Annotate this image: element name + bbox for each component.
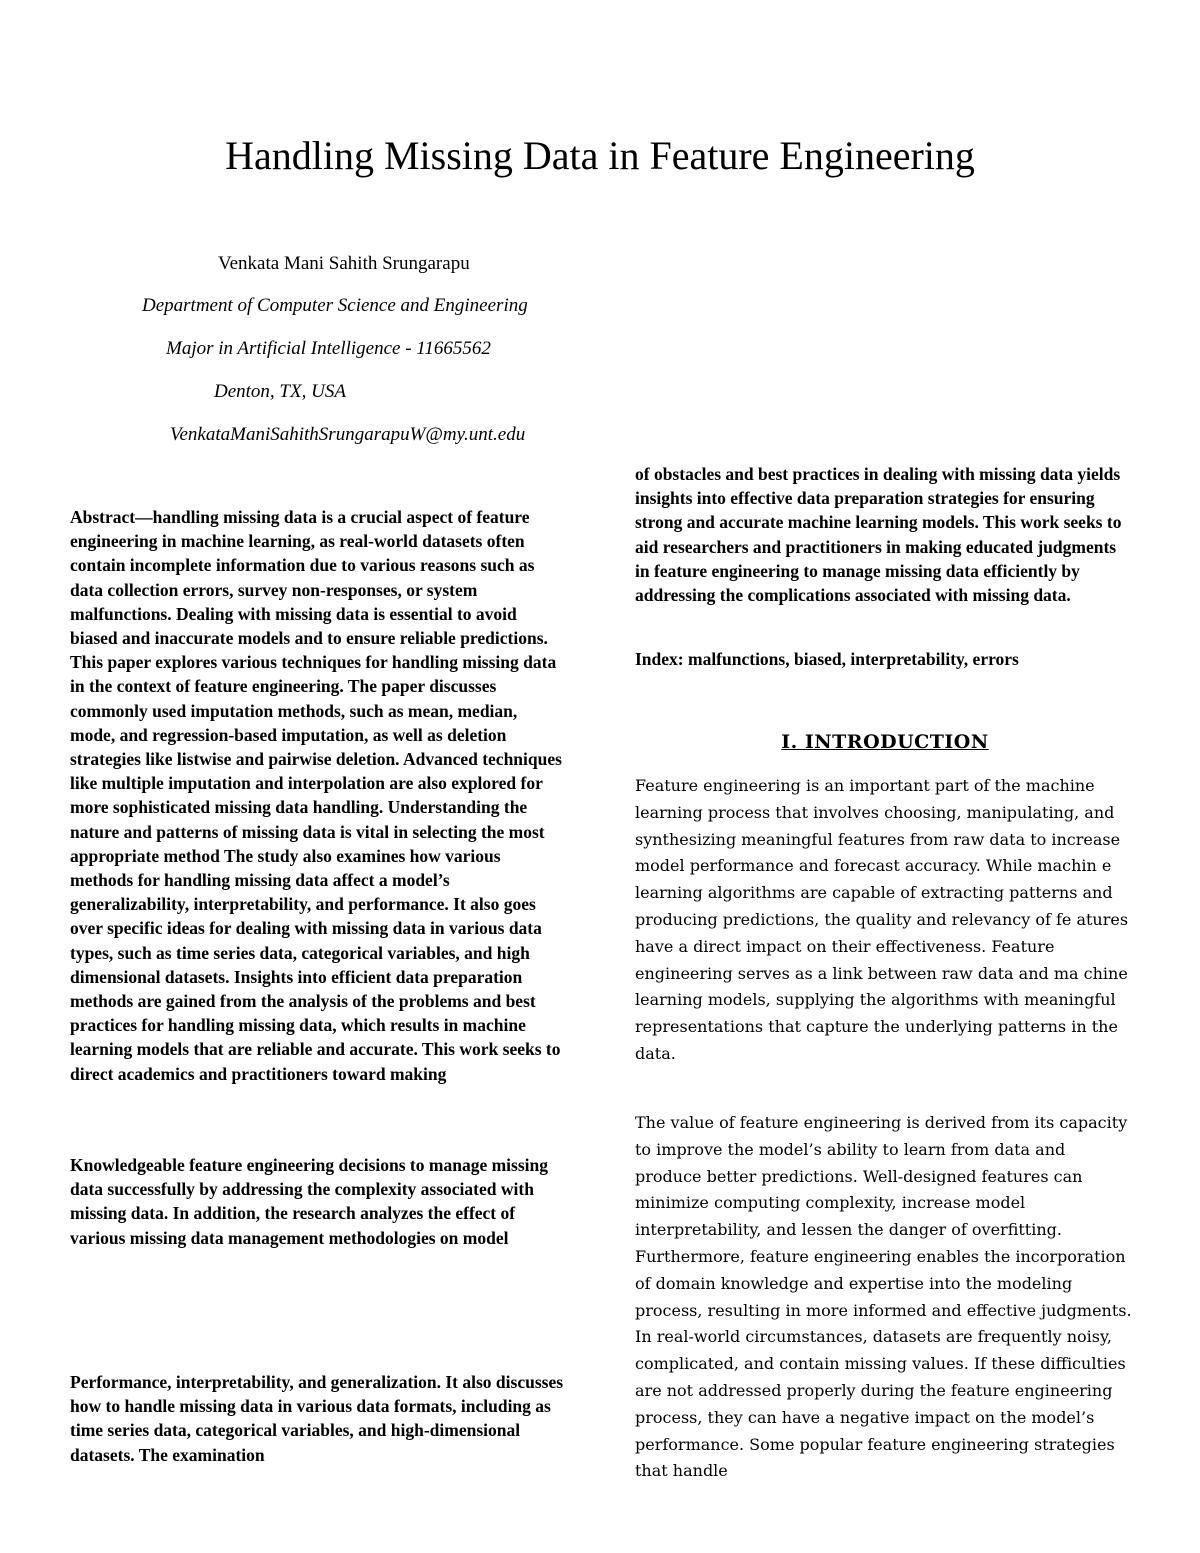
author-name: Venkata Mani Sahith Srungarapu [218, 253, 470, 274]
abstract-paragraph-1: Abstract—handling missing data is a crucial aspect of feature engineering in machine learning, as real-world datasets often contain incomplete information due to various reasons such as data collection errors, survey non-responses, or system malfunctions. Dealing with missing data is essential to avoid biased and inaccurate models and to ensure reliable predictions. This paper explores various techniques for handling missing data in the context of feature engineering. The paper discusses commonly used imputation methods, such as mean, median, mode, and regression-based imputation, as well as deletion strategies like listwise and pairwise deletion. Advanced techniques like multiple imputation and interpolation are also explored for more sophisticated missing data handling. Understanding the nature and patterns of missing data is vital in selecting the most appropriate method The study also examines how various methods for handling missing data affect a model’s generalizability, interpretability, and performance. It also goes over specific ideas for dealing with missing data in various data types, such as time series data, categorical variables, and high dimensional datasets. Insights into efficient data preparation methods are gained from the analysis of the problems and best practices for handling missing data, which results in machine learning models that are reliable and accurate. This work seeks to direct academics and practitioners toward making [70, 507, 562, 1084]
introduction-paragraph-2: The value of feature engineering is derived from its capacity to improve the model’s ability to learn from data and produce better predictions. Well-designed features can minimize computing complexity, increase model interpretability, and lessen the danger of overfitting. Furthermore, feature engineering enables the incorporation of domain knowledge and expertise into the modeling process, resulting in more informed and effective judgments. In real-world circumstances, datasets are frequently noisy, complicated, and contain missing values. If these difficulties are not addressed properly during the feature engineering process, they can have a negative impact on the model’s performance. Some popular feature engineering strategies that handle [635, 1113, 1132, 1481]
paper-title: Handling Missing Data in Feature Engineering [225, 133, 975, 178]
introduction-paragraph-1: Feature engineering is an important part of the machine learning process that involves choosing, manipulating, and synthesizing meaningful features from raw data to increase model performance and forecast accuracy. While machin e learning algorithms are capable of extracting patterns and producing predictions, the quality and relevancy of fe atures have a direct impact on their effectiveness. Feature engineering serves as a link between raw data and ma chine learning models, supplying the algorithms with meaningful representations that capture the underlying patterns in the data. [635, 776, 1129, 1063]
author-location: Denton, TX, USA [214, 381, 346, 402]
abstract-paragraph-3: Performance, interpretability, and generalization. It also discusses how to handle missing data in various data formats, including as time series data, categorical variables, and high-dimensional datasets. The examination [70, 1372, 564, 1465]
author-major: Major in Artificial Intelligence - 11665562 [166, 338, 491, 359]
abstract-paragraph-2: Knowledgeable feature engineering decisions to manage missing data successfully by addressing the complexity associated with missing data. In addition, the research analyzes the effect of various missing data management methodologies on model [70, 1155, 548, 1248]
author-department: Department of Computer Science and Engineering [142, 295, 528, 316]
section-heading-introduction: I. INTRODUCTION [781, 731, 989, 753]
index-terms: Index: malfunctions, biased, interpretability, errors [635, 649, 1019, 669]
author-email: VenkataManiSahithSrungarapuW@my.unt.edu [170, 424, 526, 445]
abstract-continuation: of obstacles and best practices in dealing with missing data yields insights into effective data preparation strategies for ensuring strong and accurate machine learning models. This work seeks to aid researchers and practitioners in making educated judgments in feature engineering to manage missing data efficiently by addressing the complications associated with missing data. [635, 464, 1122, 606]
